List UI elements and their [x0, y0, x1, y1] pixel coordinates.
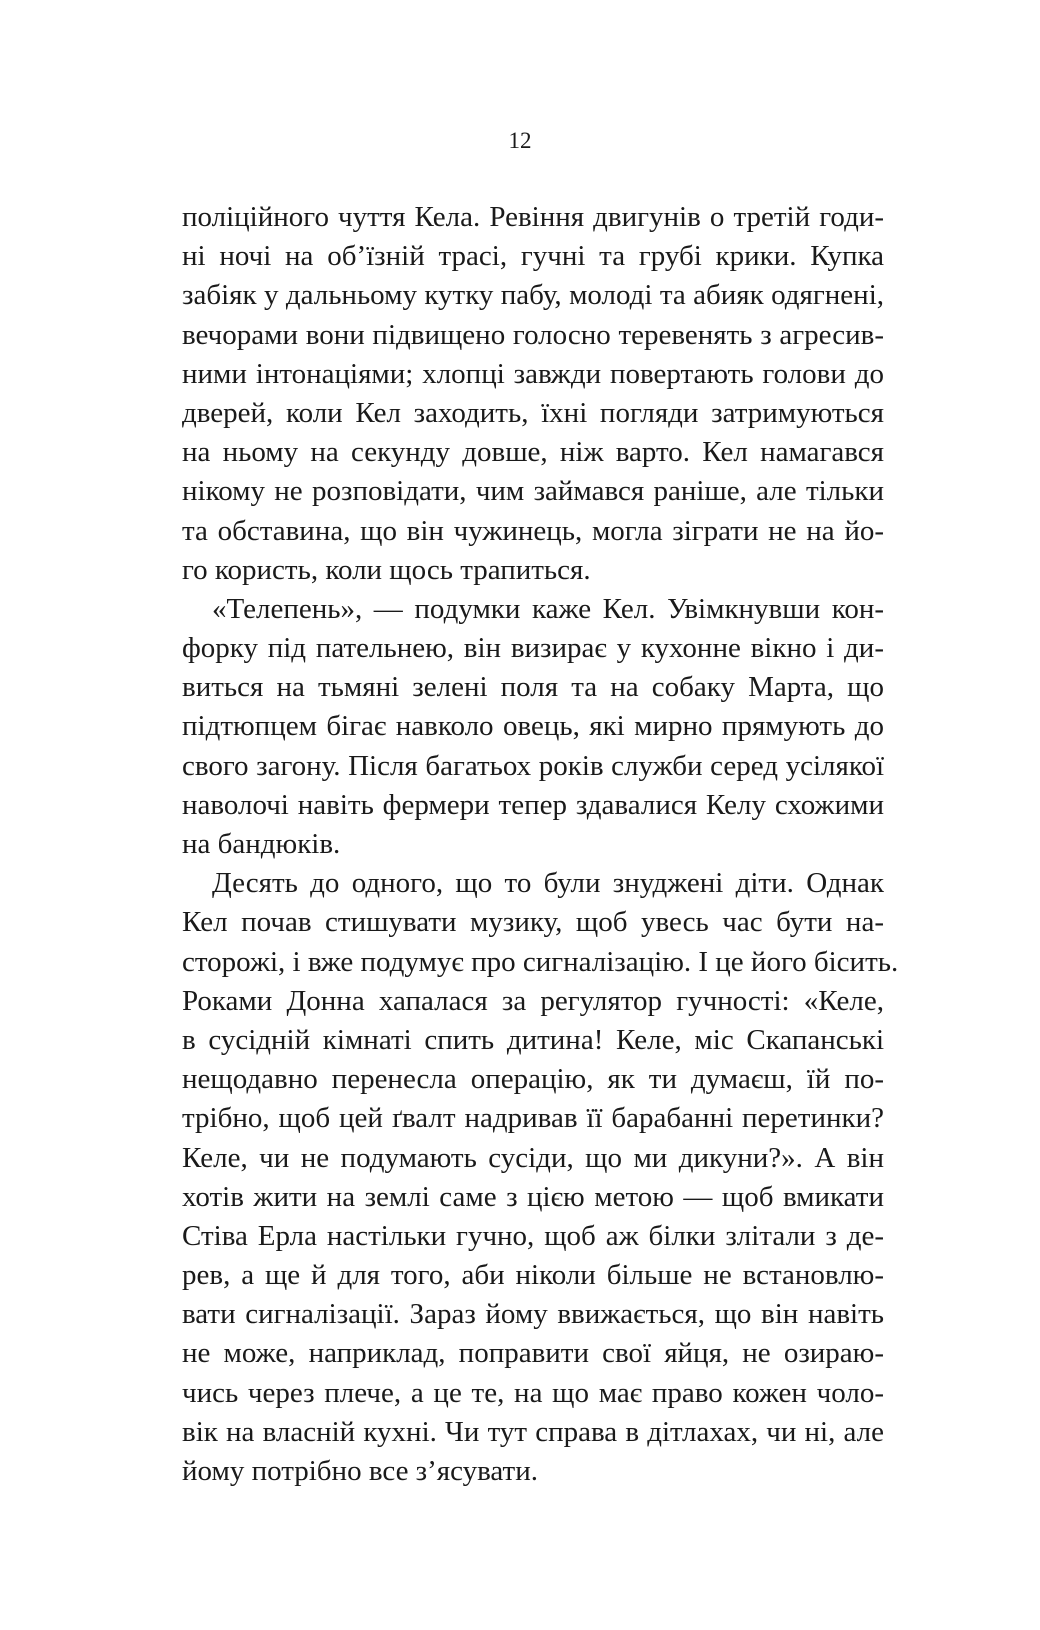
text-line: вати сигналізації. Зараз йому ввижається, що він навіть [182, 1298, 884, 1331]
text-line: виться на тьмяні зелені поля та на собаку Марта, що [182, 671, 884, 704]
text-line: забіяк у дальньому кутку пабу, молоді та абияк одягнені, [182, 279, 884, 312]
text-line: сторожі, і вже подумує про сигналізацію. І це його бісить. [182, 945, 899, 978]
text-line: дверей, коли Кел заходить, їхні погляди затримуються [182, 396, 884, 429]
text-line: йому потрібно все з’ясувати. [182, 1455, 539, 1487]
text-line: ними інтонаціями; хлопці завжди повертають голови до [182, 357, 884, 390]
text-line: на бандюків. [182, 828, 341, 860]
text-line: Десять до одного, що то були знуджені діти. Однак [212, 867, 884, 900]
text-line: нещодавно перенесла операцію, як ти думаєш, їй по- [182, 1063, 884, 1096]
text-line: трібно, щоб цей ґвалт надривав її барабанні перетинки? [182, 1102, 884, 1135]
text-line: ні ночі на об’їзній трасі, гучні та грубі крики. Купка [182, 240, 884, 273]
text-line: та обставина, що він чужинець, могла зіграти не на йо- [182, 514, 884, 547]
text-line: го користь, коли щось трапиться. [182, 553, 591, 586]
text-line: в сусідній кімнаті спить дитина! Келе, міс Скапанські [182, 1023, 884, 1056]
text-line: підтюпцем бігає навколо овець, які мирно прямують до [182, 710, 884, 743]
body-text [182, 198, 899, 1491]
text-line: вечорами вони підвищено голосно теревенять з агресив- [182, 318, 884, 351]
text-line: Кел почав стишувати музику, щоб увесь час бути на- [182, 906, 884, 939]
text-line: нікому не розповідати, чим займався раніше, але тільки [182, 475, 884, 508]
text-line: свого загону. Після багатьох років служби серед усілякої [182, 749, 884, 782]
text-line: Келе, чи не подумають сусіди, що ми дикуни?». А він [182, 1141, 884, 1174]
text-line: «Телепень», — подумки каже Кел. Увімкнувши кон- [212, 592, 884, 625]
text-line: рев, а ще й для того, аби ніколи більше не встановлю- [182, 1259, 884, 1292]
text-line: не може, наприклад, поправити свої яйця, не озираю- [182, 1337, 884, 1370]
text-line: хотів жити на землі саме з цією метою — щоб вмикати [182, 1180, 884, 1213]
text-line: на ньому на секунду довше, ніж варто. Кел намагався [182, 436, 884, 469]
text-line: Стіва Ерла настільки гучно, щоб аж білки злітали з де- [182, 1219, 884, 1252]
text-line: поліційного чуття Кела. Ревіння двигунів о третій годи- [182, 201, 884, 233]
paragraph [182, 590, 884, 864]
text-line: Роками Донна хапалася за регулятор гучності: «Келе, [182, 984, 884, 1017]
text-line: вік на власній кухні. Чи тут справа в дітлахах, чи ні, але [182, 1415, 884, 1448]
text-line: наволочі навіть фермери тепер здавалися Келу схожими [182, 788, 884, 821]
paragraph [182, 198, 884, 590]
page-number: 12 [508, 128, 532, 153]
text-line: чись через плече, а це те, на що має право кожен чоло- [182, 1376, 884, 1409]
text-line: форку під пательнею, він визирає у кухонне вікно і ди- [182, 632, 884, 665]
paragraph [182, 864, 899, 1491]
